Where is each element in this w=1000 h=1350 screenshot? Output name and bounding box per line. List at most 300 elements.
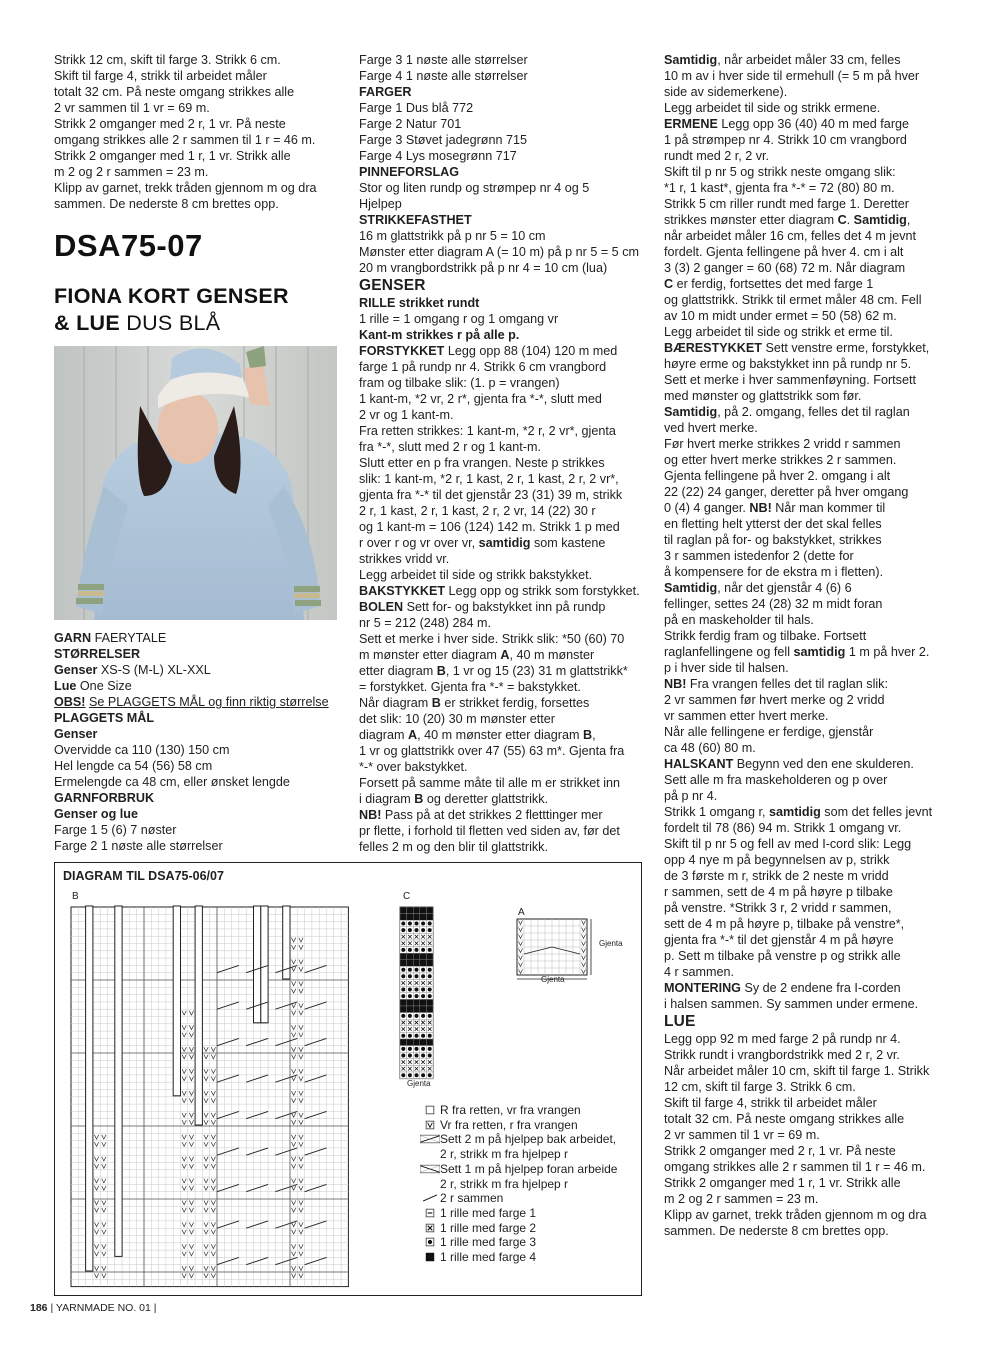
text-line	[664, 676, 954, 692]
legend-line: 1 rille med farge 4	[440, 1250, 537, 1265]
chart-c-dot	[415, 948, 419, 952]
bolen-line-b	[359, 663, 647, 679]
text: p i hver side til halsen.	[664, 661, 789, 675]
lue-size-value: One Size	[79, 679, 132, 693]
legend-text	[440, 1235, 536, 1250]
lue-line: Legg opp 92 m med farge 2 på rundp nr 4.	[664, 1032, 901, 1046]
text-line: Skift til farge 4, strikk til arbeidet måler	[54, 69, 267, 83]
text-line	[664, 436, 954, 452]
chart-c-cell	[413, 953, 420, 960]
text: 3 r sammen istedenfor 2 (dette for	[664, 549, 854, 563]
nb-line: pr flette, i forhold til fletten ved siden av, før det	[359, 824, 620, 838]
forbruk-farge-1: Farge 1 5 (6) 7 nøster	[54, 823, 177, 837]
text-line	[664, 260, 954, 276]
forstykket-line: 2 r, 1 kast, 2 r, 1 kast, 2 r, 2 vr, 14 (22) 30 r	[359, 504, 596, 518]
garn-row	[54, 630, 344, 646]
chart-c-dot	[421, 928, 425, 932]
chart-c-cell	[420, 999, 427, 1006]
farge-item: Farge 1 Dus blå 772	[359, 101, 474, 115]
text: på en maskeholder til hals.	[664, 613, 814, 627]
text-line	[664, 132, 954, 148]
text: fordelt. Gjenta fellingene på hver 4. cm i alt	[664, 245, 904, 259]
text: , 40 m mønster	[509, 648, 595, 662]
text-line: Strikk 2 omganger med 1 r, 1 vr. Strikk alle	[54, 149, 291, 163]
title-line-1: FIONA KORT GENSER	[54, 284, 289, 308]
farge-item: Farge 2 Natur 701	[359, 117, 462, 131]
chart-c-dot	[401, 1047, 405, 1051]
chart-c-cell	[407, 1039, 414, 1046]
text: Legg arbeidet til side og strikk ermene.	[664, 101, 881, 115]
gjenta-label-a-bottom: Gjenta	[541, 975, 565, 984]
chart-c-cell	[407, 999, 414, 1006]
forstykket-line: 2 vr og 1 kant-m.	[359, 408, 454, 422]
chart-c-dot	[421, 1047, 425, 1051]
text-line	[664, 724, 954, 740]
chart-c-dot	[401, 948, 405, 952]
text: Legg arbeidet til side og strikk et erme til.	[664, 325, 893, 339]
lue-line: Klipp av garnet, trekk tråden gjennom m og dra	[664, 1208, 927, 1222]
text-line	[664, 116, 954, 132]
diagram-title: DIAGRAM TIL DSA75-06/07	[63, 869, 224, 883]
dash-square-icon	[420, 1206, 440, 1220]
magazine-name: YARNMADE NO. 01	[55, 1302, 151, 1314]
bold-text: C	[837, 213, 847, 227]
text: på venstre. *Strikk 3 r, 2 vridd r sammen,	[664, 901, 892, 915]
chart-c-dot	[401, 974, 405, 978]
text: ved hvert merke.	[664, 421, 758, 435]
bold-text: C	[664, 277, 674, 291]
lue-size-label: Lue	[54, 679, 77, 693]
text-line: omgang strikkes alle 2 r sammen til 1 r = 46 m.	[54, 133, 316, 147]
text: 22 (22) 24 ganger, deretter på hver omgang	[664, 485, 909, 499]
chart-c-dot	[421, 988, 425, 992]
text: i halsen sammen. Sy sammen under ermene.	[664, 997, 919, 1011]
text-line	[664, 404, 954, 420]
text-line	[664, 996, 954, 1012]
legend-text	[440, 1250, 536, 1265]
diagram-ref-b: B	[414, 792, 424, 806]
column-3-lines	[664, 52, 954, 1012]
text-line	[664, 660, 954, 676]
chart-b-nostitch	[86, 906, 93, 1271]
text: å kompensere for de ekstra m i fletten).	[664, 565, 884, 579]
pinne-label: PINNEFORSLAG	[359, 165, 460, 179]
text-line	[664, 516, 954, 532]
forstykket-lines	[359, 359, 647, 535]
text-line: Strikk 2 omganger med 2 r, 1 vr. På neste	[54, 117, 286, 131]
diagram-ref-a: A	[500, 648, 510, 662]
garn-label: GARN	[54, 631, 92, 645]
text-line	[664, 820, 954, 836]
text: , på 2. omgang, felles det til raglan	[717, 405, 910, 419]
text-line	[664, 740, 954, 756]
text: side av sidemerkene).	[664, 85, 788, 99]
chart-c-cell	[426, 953, 433, 960]
chart-c-cell	[407, 953, 414, 960]
page-number: 186	[30, 1302, 48, 1314]
chart-c-cell	[413, 1006, 420, 1013]
lue-line: 12 cm, skift til farge 3. Strikk 6 cm.	[664, 1080, 856, 1094]
forstykket-line: farge 1 på rundp nr 4. Strikk 6 cm vrangbord	[359, 360, 607, 374]
text-line	[664, 852, 954, 868]
chart-c-cell	[407, 1006, 414, 1013]
forstykket-line: fram og tilbake slik: (1. p = vrangen)	[359, 376, 560, 390]
text-line	[664, 756, 954, 772]
text: Sy de 2 endene fra I-corden	[740, 981, 901, 995]
text: Når diagram	[359, 696, 432, 710]
genser-lue-label: Genser og lue	[54, 807, 138, 821]
text-line: Klipp av garnet, trekk tråden gjennom m og dra	[54, 181, 317, 195]
genser-size-value: XS-S (M-L) XL-XXL	[100, 663, 211, 677]
chart-c-dot	[401, 968, 405, 972]
text-line	[664, 356, 954, 372]
bolen-line: Sett et merke i hver side. Strikk slik: *50 (60) 70	[359, 632, 625, 646]
bakstykket-text: Legg opp og strikk som forstykket.	[445, 584, 640, 598]
chart-c-dot	[408, 928, 412, 932]
column-3	[664, 52, 954, 1239]
garn-value: FAERYTALE	[94, 631, 167, 645]
storrelser-label: STØRRELSER	[54, 647, 141, 661]
chart-c-cell	[407, 960, 414, 967]
text: gjenta fra *-* til det gjenstår 4 m på høyre	[664, 933, 894, 947]
nb-row	[359, 807, 647, 823]
text-line	[664, 276, 954, 292]
legend-item	[420, 1221, 617, 1236]
text-line	[664, 388, 954, 404]
spec-block	[54, 630, 344, 854]
title-color: DUS BLÅ	[126, 311, 221, 335]
lue-line: m 2 og 2 r sammen = 23 m.	[664, 1192, 819, 1206]
forstykket-line: Slutt etter en p fra vrangen. Neste p strikkes	[359, 456, 605, 470]
text: Sett alle m fra maskeholderen og p over	[664, 773, 888, 787]
text: 0 (4) 4 ganger.	[664, 501, 750, 515]
chart-c-dot	[415, 988, 419, 992]
legend-text	[440, 1162, 617, 1191]
lue-continued-text	[54, 52, 342, 212]
i-diag-line	[359, 791, 647, 807]
text: og etter hvert merke strikkes 2 r sammen.	[664, 453, 897, 467]
text-line	[664, 52, 954, 68]
text-line	[664, 628, 954, 644]
pattern-title	[54, 283, 289, 337]
chart-c-cell	[413, 907, 420, 914]
bolen-label: BOLEN	[359, 600, 404, 614]
text: høyre erme og bakstykket inn på rundp nr 5.	[664, 357, 912, 371]
forsett: Forsett på samme måte til alle m er strikket inn	[359, 776, 621, 790]
text: Når man kommer til	[771, 501, 886, 515]
forstykket-line: slik: 1 kant-m, *2 r, 1 kast, 2 r, 1 kast, 2 r, 2 vr*,	[359, 472, 619, 486]
text: vr sammen etter hvert merke.	[664, 709, 829, 723]
forstykket-line: Fra retten strikkes: 1 kant-m, *2 r, 2 vr*, gjenta	[359, 424, 616, 438]
chart-c-dot	[408, 1014, 412, 1018]
text-line: m 2 og 2 r sammen = 23 m.	[54, 165, 209, 179]
bold-text: HALSKANT	[664, 757, 734, 771]
text-line	[664, 244, 954, 260]
chart-c-cell	[400, 1039, 407, 1046]
chart-c-dot	[408, 948, 412, 952]
genser-size-label: Genser	[54, 663, 98, 677]
forstykket-label: FORSTYKKET	[359, 344, 445, 358]
text: Strikk ferdig fram og tilbake. Fortsett	[664, 629, 867, 643]
bolen-line: nr 5 = 212 (248) 284 m.	[359, 616, 491, 630]
chart-b-nostitch	[261, 906, 268, 1023]
text-line: totalt 32 cm. På neste omgang strikkes alle	[54, 85, 295, 99]
chart-b-nostitch	[173, 906, 180, 1096]
text: fordelt til 78 (86) 94 m. Strikk 1 omgang vr.	[664, 821, 902, 835]
nb-text: Pass på at det strikkes 2 fletttinger mer	[381, 808, 603, 822]
text-line	[664, 980, 954, 996]
samtidig-bold: samtidig	[478, 536, 531, 550]
text-line	[664, 324, 954, 340]
text: som kastene	[530, 536, 606, 550]
bold-text: Samtidig	[664, 53, 718, 67]
legg-side: Legg arbeidet til side og strikk bakstykket.	[359, 568, 593, 582]
chart-c-dot	[428, 1054, 432, 1058]
diagram-ref-a: A	[408, 728, 418, 742]
text: i diagram	[359, 792, 415, 806]
legend-line: Sett 1 m på hjelpep foran arbeide	[440, 1161, 618, 1176]
nb-line: felles 2 m og den blir til glattstrikk.	[359, 840, 548, 854]
title-line-2	[54, 310, 289, 337]
text: de 3 første m r, strikk de 2 neste m vridd	[664, 869, 889, 883]
legend-item	[420, 1132, 617, 1161]
bold-text: samtidig	[793, 645, 846, 659]
legend-item	[420, 1206, 617, 1221]
chart-c-dot	[415, 1034, 419, 1038]
chart-c-dot	[415, 1047, 419, 1051]
chart-c-dot	[428, 994, 432, 998]
text: Strikk 1 omgang r,	[664, 805, 769, 819]
chart-c-cell	[420, 907, 427, 914]
forstykket-line: og 1 kant-m = 106 (124) 142 m. Strikk 1 p med	[359, 520, 620, 534]
text: 1 på strømpep nr 4. Strikk 10 cm vrangbord	[664, 133, 907, 147]
chart-c-dot	[428, 1034, 432, 1038]
text-line	[664, 932, 954, 948]
text: Før hvert merke strikkes 2 vridd r sammen	[664, 437, 901, 451]
genser-heading: GENSER	[359, 277, 426, 294]
chart-c-dot	[421, 974, 425, 978]
lue-line: sammen. De nederste 8 cm brettes opp.	[664, 1224, 889, 1238]
chart-c-cell	[407, 914, 414, 921]
text: en fletting helt ytterst der det skal felles	[664, 517, 882, 531]
legend-text	[440, 1191, 503, 1206]
diagram-ref-b: B	[582, 728, 593, 742]
text-line	[664, 580, 954, 596]
forstykket-line: 1 kant-m, *2 vr, 2 r*, gjenta fra *-*, slutt med	[359, 392, 602, 406]
chart-c-dot	[401, 1014, 405, 1018]
text-line	[664, 548, 954, 564]
bold-text: MONTERING	[664, 981, 741, 995]
chart-c-dot	[428, 1014, 432, 1018]
chart-c-dot	[428, 974, 432, 978]
text: 4 r sammen.	[664, 965, 734, 979]
legend-text	[440, 1132, 616, 1161]
text: etter diagram	[359, 664, 437, 678]
text: er strikket ferdig, forsettes	[440, 696, 590, 710]
forbruk-farge-3: Farge 3 1 nøste alle størrelser	[359, 53, 528, 67]
chart-c-cell	[407, 907, 414, 914]
text: som det felles jevnt	[820, 805, 933, 819]
plaggets-label: PLAGGETS MÅL	[54, 711, 155, 725]
chart-c-dot	[428, 948, 432, 952]
rille-label: RILLE strikket rundt	[359, 296, 480, 310]
text-line: sammen. De nederste 8 cm brettes opp.	[54, 197, 279, 211]
text-line	[664, 964, 954, 980]
text: 1 m på hver 2.	[845, 645, 930, 659]
text-line	[664, 804, 954, 820]
chart-c-dot	[408, 968, 412, 972]
text-line	[664, 788, 954, 804]
text: 3 (3) 2 ganger = 60 (68) 72 m. Når diagram	[664, 261, 906, 275]
chart-c-cell	[400, 960, 407, 967]
rille-text: 1 rille = 1 omgang r og 1 omgang vr	[359, 312, 559, 326]
page-footer	[30, 1302, 157, 1314]
text: når arbeidet måler 16 cm, felles det 4 m jevnt	[664, 229, 916, 243]
chart-b-nostitch	[195, 906, 202, 1125]
text: p. Sett m tilbake på venstre p og strikk alle	[664, 949, 901, 963]
chart-c-dot	[408, 1054, 412, 1058]
text: , når arbeidet måler 33 cm, felles	[717, 53, 901, 67]
text-line	[664, 468, 954, 484]
text: m mønster etter diagram	[359, 648, 501, 662]
chart-c-dot	[421, 1054, 425, 1058]
chart-c-dot	[415, 1073, 419, 1077]
text: , 1 vr og 15 (23) 31 m glattstrikk*	[445, 664, 628, 678]
bakstykket-row	[359, 583, 647, 599]
chart-c-dot	[421, 994, 425, 998]
column-2	[359, 52, 647, 855]
text-line	[664, 196, 954, 212]
text-line	[664, 100, 954, 116]
chart-c-cell	[400, 907, 407, 914]
nar-b-line	[359, 695, 647, 711]
genser-measure-label: Genser	[54, 727, 98, 741]
fasthet-item: Mønster etter diagram A (= 10 m) på p nr 5 = 5 cm	[359, 245, 639, 259]
chart-c-label: C	[403, 891, 411, 902]
text: raglanfellingene og fell	[664, 645, 794, 659]
chart-c-dot	[421, 1014, 425, 1018]
chart-c-dot	[415, 922, 419, 926]
chart-c-dot	[428, 968, 432, 972]
filled-square-icon	[420, 1250, 440, 1264]
obs-row	[54, 694, 344, 710]
text-line	[664, 308, 954, 324]
chart-c-dot	[401, 928, 405, 932]
forstykket-line: fra *-*, slutt med 2 r og 1 kant-m.	[359, 440, 541, 454]
text: 2 vr sammen før hvert merke og 2 vridd	[664, 693, 885, 707]
text: Sett venstre erme, forstykket,	[761, 341, 930, 355]
vr-glatt: 1 vr og glattstrikk over 47 (55) 63 m*. Gjenta fra	[359, 744, 625, 758]
chart-c-cell	[400, 1006, 407, 1013]
legend-text	[440, 1118, 578, 1133]
text: 10 m av i hver side til ermehull (= 5 m på hver	[664, 69, 920, 83]
k2tog-icon	[420, 1191, 440, 1205]
text: Når alle fellingene er ferdige, gjenstår	[664, 725, 874, 739]
text-line	[664, 644, 954, 660]
legend-item	[420, 1162, 617, 1191]
chart-c-dot	[401, 988, 405, 992]
bold-text: ERMENE	[664, 117, 718, 131]
chart-c-dot	[408, 994, 412, 998]
legend-line: R fra retten, vr fra vrangen	[440, 1103, 581, 1117]
chart-c-dot	[421, 922, 425, 926]
text: opp 4 nye m på begynnelsen av p, strikk	[664, 853, 890, 867]
legend-item	[420, 1118, 617, 1133]
pinne-item: Stor og liten rundp og strømpep nr 4 og 5	[359, 181, 590, 195]
chart-c-dot	[401, 1054, 405, 1058]
garnforbruk-label: GARNFORBRUK	[54, 791, 155, 805]
obs-label: OBS!	[54, 695, 86, 709]
text-line	[664, 452, 954, 468]
nb-label: NB!	[359, 808, 382, 822]
legend-text	[440, 1206, 536, 1221]
lue-line: Skift til farge 4, strikk til arbeidet måler	[664, 1096, 877, 1110]
pinne-item: Hjelpep	[359, 197, 402, 211]
forbruk-farge-4: Farge 4 1 nøste alle størrelser	[359, 69, 528, 83]
text-line	[664, 68, 954, 84]
legend-line: 1 rille med farge 2	[440, 1220, 537, 1235]
chart-c-cell	[413, 1039, 420, 1046]
lue-lines	[664, 1031, 954, 1239]
text-line	[664, 836, 954, 852]
chart-c-dot	[401, 1073, 405, 1077]
diagram-ref-b: B	[436, 664, 446, 678]
chart-c-cell	[400, 953, 407, 960]
text: og deretter glattstrikk.	[423, 792, 548, 806]
chart-c-dot	[421, 968, 425, 972]
gjenta-label-a-right: Gjenta	[599, 939, 623, 948]
text: på p nr 4.	[664, 789, 718, 803]
text: .	[846, 213, 854, 227]
text: ,	[592, 728, 596, 742]
legend-line: 2 r, strikk m fra hjelpep r	[440, 1147, 569, 1162]
separator: |	[153, 1302, 157, 1314]
chart-c-cell	[420, 1039, 427, 1046]
text: Fra vrangen felles det til raglan slik:	[686, 677, 888, 691]
forstykket-first	[359, 343, 647, 359]
legend-line: Sett 2 m på hjelpep bak arbeidet,	[440, 1132, 617, 1147]
chart-c-cell	[426, 1039, 433, 1046]
chart-c-cell	[400, 914, 407, 921]
bold-text: Samtidig	[664, 405, 718, 419]
bold-text: Samtidig	[853, 213, 907, 227]
legend-line: 1 rille med farge 1	[440, 1205, 537, 1220]
bolen-line: = forstykket. Gjenta fra *-* = bakstykket.	[359, 680, 581, 694]
overvidde: Overvidde ca 110 (130) 150 cm	[54, 743, 230, 757]
det-slik: det slik: 10 (20) 30 m mønster etter	[359, 712, 555, 726]
diagram-legend	[420, 1103, 617, 1265]
text-line	[664, 868, 954, 884]
text: Strikk 5 cm riller rundt med farge 1. Deretter	[664, 197, 909, 211]
text: er ferdig, fortsettes det med farge 1	[673, 277, 874, 291]
obs-link[interactable]: Se PLAGGETS MÅL og finn riktig størrelse	[88, 695, 329, 709]
over-bak: *-* over bakstykket.	[359, 760, 468, 774]
chart-c-cell	[420, 953, 427, 960]
text: ca 48 (60) 80 m.	[664, 741, 756, 755]
gjenta-label-c: Gjenta	[407, 1079, 431, 1088]
text: sett de 4 m på høyre p, tilbake på venstre*,	[664, 917, 905, 931]
text-line	[664, 564, 954, 580]
lue-line: totalt 32 cm. På neste omgang strikkes alle	[664, 1112, 905, 1126]
chart-c-dot	[415, 1054, 419, 1058]
chart-c-cell	[426, 914, 433, 921]
chart-c-dot	[408, 974, 412, 978]
chart-c-dot	[415, 1014, 419, 1018]
chart-c-dot	[401, 994, 405, 998]
bold-text: Samtidig	[664, 581, 718, 595]
diag-a-line	[359, 727, 647, 743]
text-line: Strikk 12 cm, skift til farge 3. Strikk 6 cm.	[54, 53, 281, 67]
